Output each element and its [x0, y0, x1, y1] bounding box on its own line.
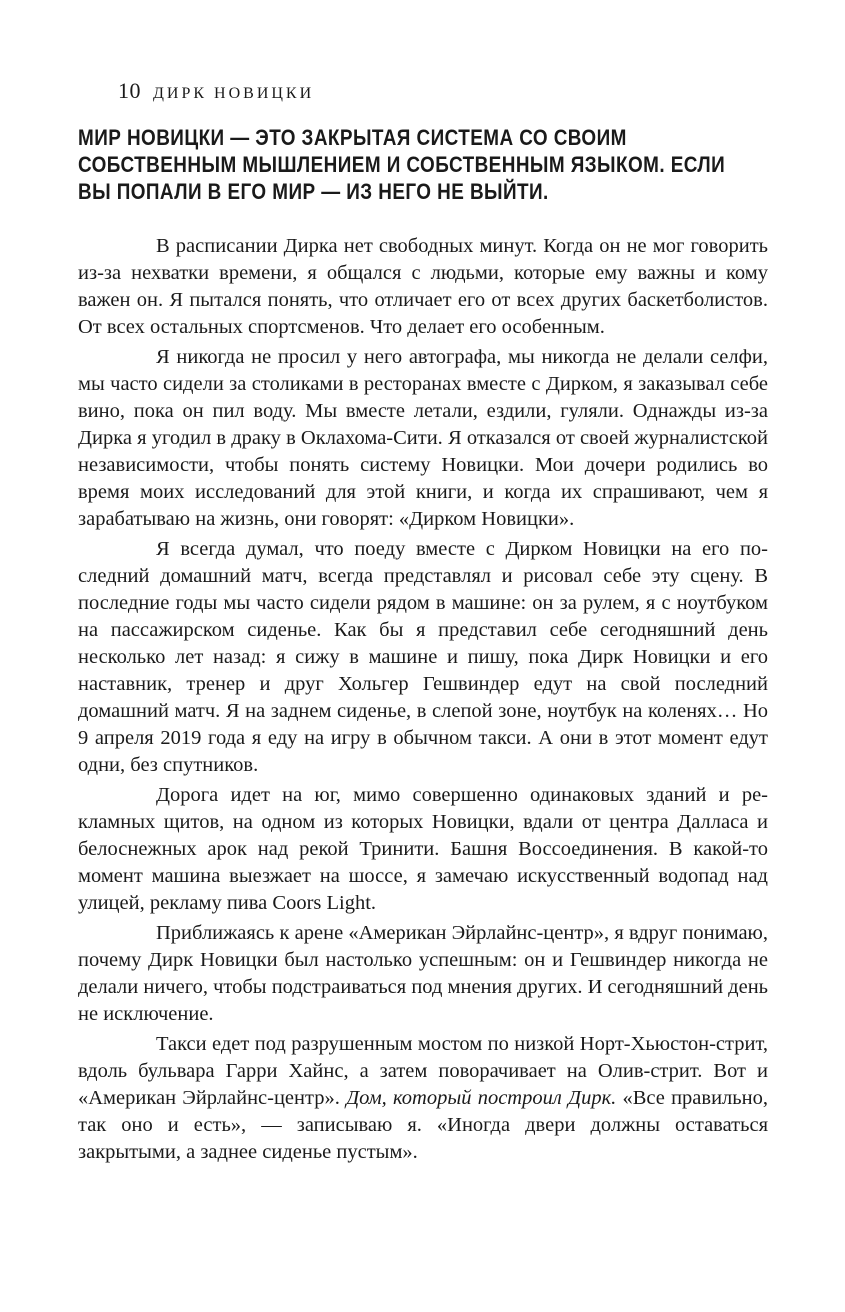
paragraph: Я никогда не просил у него автографа, мы никогда не делали селфи, мы часто сидели за столиками в ресторанах вместе с Дирком, я заказывал себе вино, пока он пил воду. Мы вместе летали, ездили, гуляли. Однажды из-за Дирка я угодил в драку в Оклахома-Сити. Я отказался от своей журналистской независимости, чтобы понять систему Новицки. Мои дочери родились во время моих исследований для этой книги, и когда их спрашивают, чем я зарабатываю на жизнь, они говорят: «Дирком Новицки». — [78, 346, 768, 530]
paragraph — [78, 1031, 768, 1166]
pull-quote-line: МИР НОВИЦКИ — ЭТО ЗАКРЫТАЯ СИСТЕМА СО СВОИМ — [78, 125, 627, 150]
pull-quote-line: СОБСТВЕННЫМ МЫШЛЕНИЕМ И СОБСТВЕННЫМ ЯЗЫКОМ. ЕСЛИ — [78, 152, 726, 177]
pull-quote — [78, 124, 766, 205]
paragraph: Дорога идет на юг, мимо совершенно одинаковых зданий и рекламных щитов, на одном из которых Новицки, вдали от центра Далласа и белоснежных арок над рекой Тринити. Башня Воссоединения. В какой-то момент машина выезжает на шоссе, я замечаю искусственный водопад над улицей, рекламу пива Coors Light. — [78, 784, 768, 914]
paragraph-text: Такси едет под разрушенным мостом по низкой Норт-Хьюстон-стрит, вдоль бульвара Гарри Хайнс, а затем поворачивает на Олив-стрит. Вот и «Американ Эйрлайнс-центр». — [78, 1033, 768, 1109]
paragraph-text: «Все правильно, так оно и есть», — записываю я. «Иногда двери должны оставаться закрытыми, а заднее сиденье пустым». — [78, 1087, 768, 1163]
paragraph: Приближаясь к арене «Американ Эйрлайнс-центр», я вдруг понимаю, почему Дирк Новицки был настолько успешным: он и Гешвиндер никогда не делали ничего, чтобы подстраиваться под мнения других. И сегодняшний день не исключение. — [78, 922, 769, 1025]
page-number: 10 — [118, 78, 141, 103]
paragraph: В расписании Дирка нет свободных минут. Когда он не мог говорить из-за нехватки времени, я общался с людьми, которые ему важны и кому важен он. Я пытался понять, что отличает его от всех других баскетболистов. От всех остальных спортсменов. Что делает его особенным. — [78, 235, 768, 338]
pull-quote-line: ВЫ ПОПАЛИ В ЕГО МИР — ИЗ НЕГО НЕ ВЫЙТИ. — [78, 179, 549, 204]
book-page — [78, 76, 768, 1169]
running-head — [78, 76, 768, 106]
running-title: ДИРК НОВИЦКИ — [153, 85, 315, 102]
paragraph: Я всегда думал, что поеду вместе с Дирком Новицки на его последний домашний матч, всегда представлял и рисовал себе эту сцену. В последние годы мы часто сидели рядом в машине: он за рулем, я с ноутбуком на пассажирском сиденье. Как бы я представил себе сегодняшний день несколько лет назад: я сижу в машине и пишу, пока Дирк Новицки и его наставник, тренер и друг Хольгер Гешвиндер едут на свой последний домашний матч. Я на заднем сиденье, в слепой зоне, ноутбук на коленях… Но 9 апреля 2019 года я еду на игру в обычном такси. А они в этот момент едут одни, без спутников. — [78, 538, 768, 776]
italic-phrase: Дом, который построил Дирк. — [346, 1087, 617, 1109]
body-text — [78, 233, 768, 1166]
